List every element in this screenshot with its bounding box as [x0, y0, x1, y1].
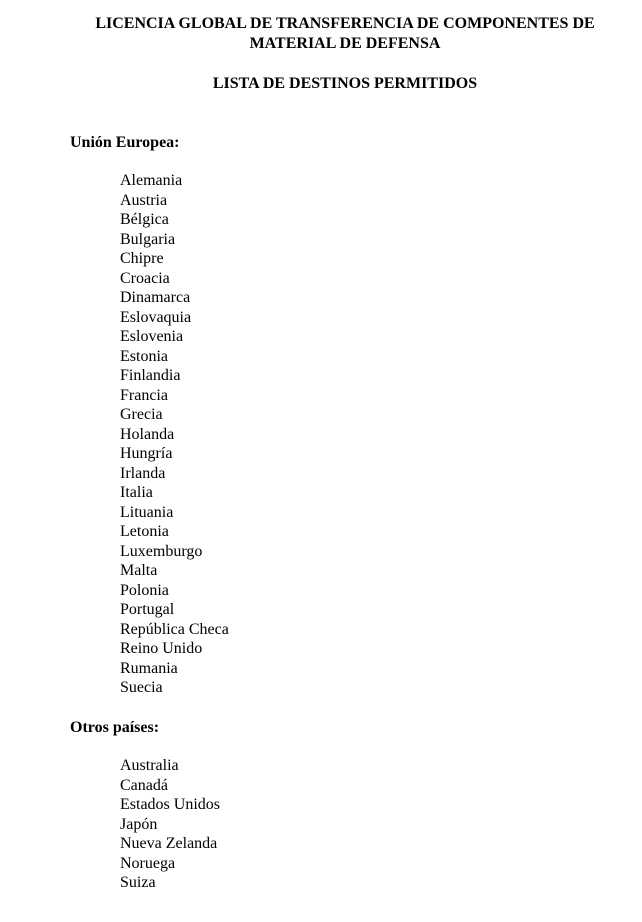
- country-item: Malta: [120, 562, 158, 579]
- country-item: Lituania: [120, 503, 174, 521]
- country-item: Francia: [120, 386, 168, 404]
- country-item: Holanda: [120, 425, 175, 443]
- country-item: Irlanda: [120, 464, 166, 482]
- country-item: Australia: [120, 757, 179, 774]
- country-item: Italia: [120, 484, 153, 501]
- country-item: Bélgica: [120, 211, 169, 228]
- country-item: Finlandia: [120, 367, 181, 384]
- country-item: Alemania: [120, 172, 183, 189]
- country-item: Eslovaquia: [120, 308, 192, 326]
- country-item: República Checa: [120, 620, 229, 638]
- country-list-eu: [120, 171, 229, 698]
- country-item: Estonia: [120, 347, 168, 365]
- country-item: Dinamarca: [120, 289, 191, 306]
- country-item: Estados Unidos: [120, 796, 220, 813]
- country-item: Suecia: [120, 679, 163, 696]
- country-list-other: [120, 756, 220, 893]
- document-title-line-2: MATERIAL DE DEFENSA: [249, 35, 441, 52]
- country-item: Croacia: [120, 269, 170, 287]
- document-subtitle: LISTA DE DESTINOS PERMITIDOS: [212, 75, 478, 92]
- section-heading-other: Otros países:: [70, 719, 160, 736]
- section-heading-eu: Unión Europea:: [70, 134, 180, 151]
- country-item: Polonia: [120, 581, 169, 599]
- country-item: Luxemburgo: [120, 542, 203, 560]
- country-item: Noruega: [120, 854, 176, 872]
- country-item: Hungría: [120, 445, 173, 462]
- country-item: Eslovenia: [120, 328, 184, 345]
- country-item: Portugal: [120, 601, 175, 618]
- country-item: Nueva Zelanda: [120, 835, 218, 852]
- country-item: Reino Unido: [120, 640, 203, 657]
- country-item: Austria: [120, 191, 168, 209]
- country-item: Bulgaria: [120, 230, 176, 248]
- country-item: Japón: [120, 815, 158, 833]
- country-item: Canadá: [120, 776, 168, 794]
- country-item: Letonia: [120, 523, 169, 540]
- document-title-line-1: LICENCIA GLOBAL DE TRANSFERENCIA DE COMPONENTES DE: [95, 15, 595, 32]
- country-item: Chipre: [120, 250, 164, 267]
- country-item: Grecia: [120, 406, 163, 423]
- country-item: Suiza: [120, 874, 156, 891]
- country-item: Rumania: [120, 659, 178, 677]
